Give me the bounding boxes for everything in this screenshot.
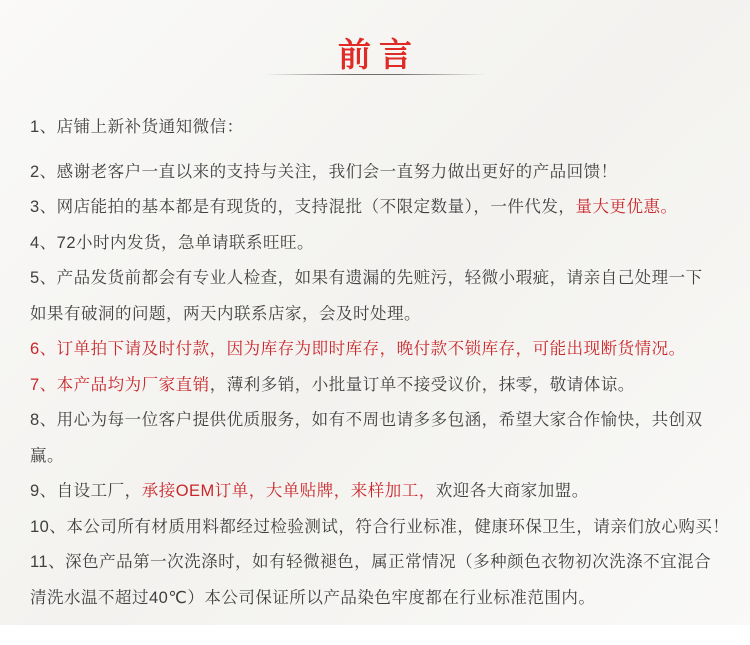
notice-item: [30, 226, 730, 262]
notice-text-segment: 7、本产品均为厂家直销: [30, 375, 210, 394]
notice-text-segment: 5、产品发货前都会有专业人检查，如果有遗漏的先赃污，轻微小瑕疵，请亲自己处理一下: [30, 269, 703, 287]
notice-item: [30, 261, 730, 332]
notice-text-segment: 10、本公司所有材质用料都经过检验测试，符合行业标准，健康环保卫生，请亲们放心购买！: [30, 517, 730, 536]
notice-text-segment: ，薄利多销，小批量订单不接受议价，抹零，敬请体谅。: [209, 375, 635, 394]
notice-text-segment: 承接OEM订单，大单贴牌，来样加工，: [141, 482, 436, 500]
notice-item: [30, 110, 730, 146]
notice-text-segment: 4、72小时内发货，急单请联系旺旺。: [30, 233, 315, 252]
notice-item: [30, 368, 730, 404]
notice-text-segment: 1、店铺上新补货通知微信：: [30, 118, 244, 136]
section-header: [0, 0, 750, 75]
notice-text-segment: 6、订单拍下请及时付款，因为库存为即时库存，晚付款不锁库存，可能出现断货情况。: [30, 340, 686, 358]
notice-text-segment: 如果有破洞的问题，两天内联系店家，会及时处理。: [30, 304, 421, 323]
notice-text-segment: 11、深色产品第一次洗涤时，如有轻微褪色，属正常情况（多种颜色衣物初次洗涤不宜混合: [30, 553, 712, 571]
page-title: 前言: [338, 36, 420, 73]
notice-item: [30, 155, 730, 191]
notice-list: [0, 75, 750, 616]
notice-text-segment: 2、感谢老客户一直以来的支持与关注，我们会一直努力做出更好的产品回馈！: [30, 162, 618, 181]
notice-text-segment: 清洗水温不超过40℃）本公司保证所以产品染色牢度都在行业标准范围内。: [30, 588, 596, 607]
notice-text-segment: 9、自设工厂，: [30, 482, 142, 500]
notice-item: [30, 510, 730, 546]
notice-item: [30, 474, 730, 510]
notice-item: [30, 190, 730, 226]
notice-item: [30, 545, 730, 616]
notice-text-segment: 8、用心为每一位客户提供优质服务，如有不周也请多多包涵，希望大家合作愉快，共创双赢。: [30, 411, 703, 465]
notice-text-segment: 3、网店能拍的基本都是有现货的，支持混批（不限定数量），一件代发，: [30, 198, 576, 216]
notice-item: [30, 332, 730, 368]
notice-text-segment: 欢迎各大商家加盟。: [435, 482, 589, 500]
notice-item: [30, 403, 730, 474]
notice-text-segment: 量大更优惠。: [575, 198, 678, 216]
